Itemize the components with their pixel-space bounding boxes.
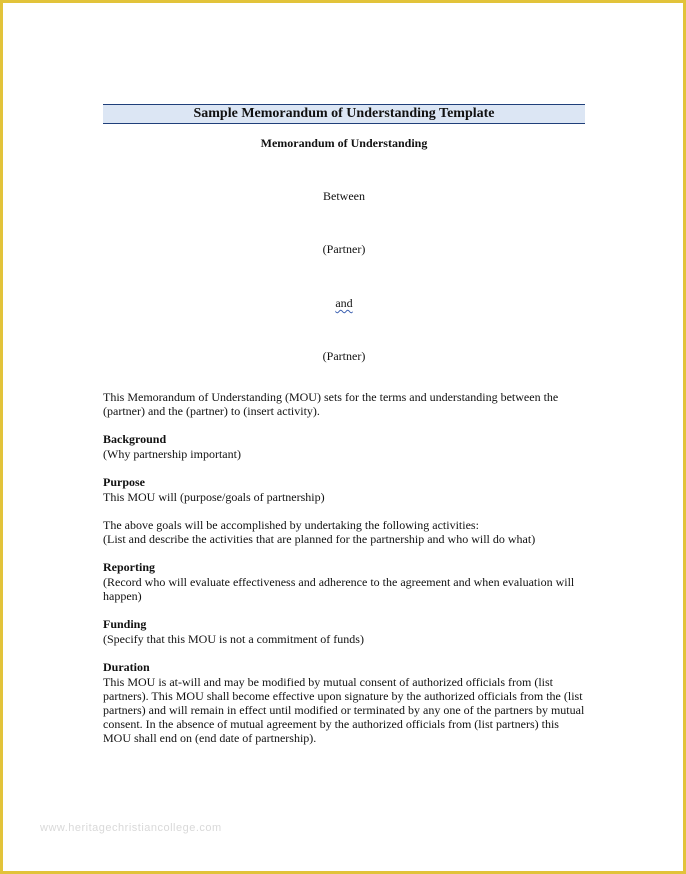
purpose-section bbox=[103, 475, 585, 546]
activities-intro: The above goals will be accomplished by undertaking the following activities: bbox=[103, 518, 479, 532]
intro-paragraph: This Memorandum of Understanding (MOU) sets for the terms and understanding between the (partner) and the (partner) to (insert activity). bbox=[103, 390, 559, 418]
duration-section bbox=[103, 660, 585, 745]
reporting-heading: Reporting bbox=[103, 560, 155, 574]
reporting-section bbox=[103, 560, 585, 603]
background-heading: Background bbox=[103, 432, 167, 446]
activities-text: (List and describe the activities that are planned for the partnership and who will do what) bbox=[103, 532, 536, 546]
purpose-text: This MOU will (purpose/goals of partnership) bbox=[103, 490, 325, 504]
reporting-text: (Record who will evaluate effectiveness and adherence to the agreement and when evaluation will happen) bbox=[103, 575, 575, 603]
and-label-row bbox=[103, 296, 585, 311]
purpose-heading: Purpose bbox=[103, 475, 145, 489]
and-label: and bbox=[335, 296, 353, 310]
template-title: Sample Memorandum of Understanding Template bbox=[103, 104, 585, 124]
partner-1-placeholder: (Partner) bbox=[322, 242, 366, 256]
partner-2-placeholder: (Partner) bbox=[322, 349, 366, 363]
source-watermark: www.heritagechristiancollege.com bbox=[40, 822, 222, 834]
between-label: Between bbox=[323, 189, 365, 203]
background-section bbox=[103, 432, 585, 461]
background-text: (Why partnership important) bbox=[103, 447, 241, 461]
document-subtitle: Memorandum of Understanding bbox=[260, 136, 428, 150]
duration-heading: Duration bbox=[103, 660, 150, 674]
document-page bbox=[103, 104, 585, 745]
funding-section bbox=[103, 617, 585, 646]
funding-text: (Specify that this MOU is not a commitment of funds) bbox=[103, 632, 364, 646]
duration-text: This MOU is at-will and may be modified by mutual consent of authorized officials from (list partners). This MOU shall become effective upon signature by the authorized officials from the (list partners) and will remain in effect until modified or terminated by any one of the partners by mutual consent. In the absence of mutual agreement by the authorized officials from (list partners) this MOU shall end on (end date of partnership). bbox=[103, 675, 585, 745]
funding-heading: Funding bbox=[103, 617, 147, 631]
